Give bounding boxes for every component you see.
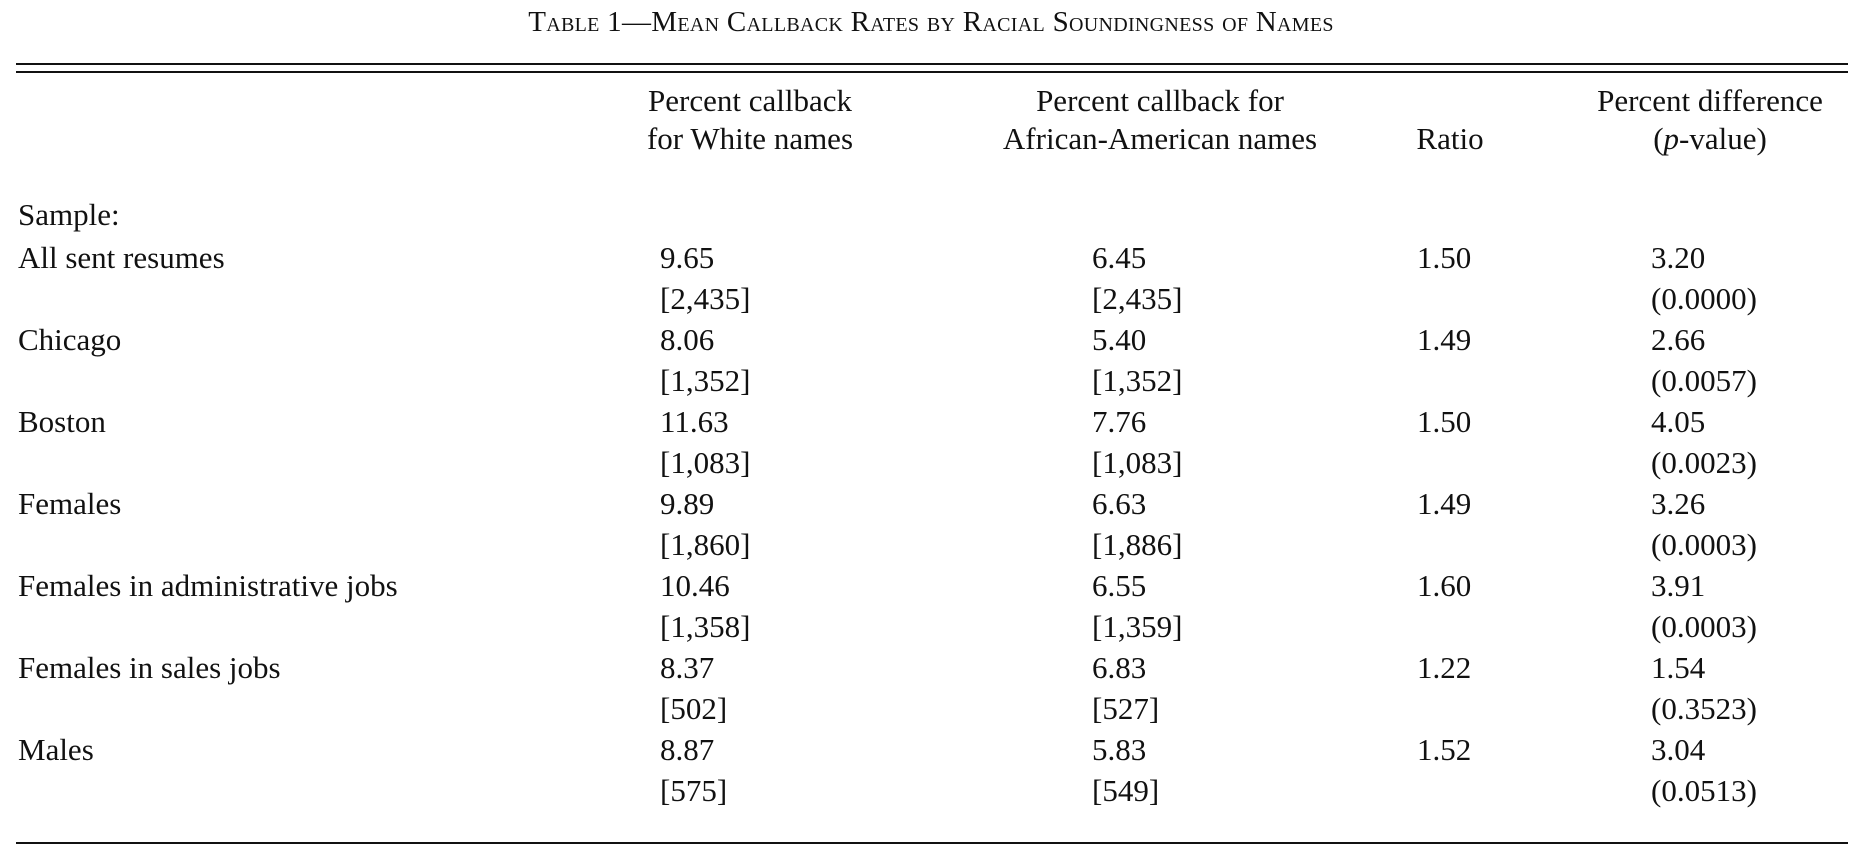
ratio-value: 1.49 — [1417, 322, 1472, 357]
header-white-names — [560, 82, 940, 158]
ratio-value: 1.50 — [1417, 240, 1472, 275]
white-callback-rate: 8.87 — [660, 732, 715, 767]
header-pdiff-close: -value) — [1679, 121, 1767, 156]
white-sample-size: [1,352] — [660, 363, 751, 398]
p-value: (0.0057) — [1651, 363, 1757, 398]
aa-sample-size: [1,359] — [1092, 609, 1183, 644]
percent-difference-value: 4.05 — [1651, 404, 1706, 439]
top-rule-second — [16, 71, 1848, 73]
aa-callback-rate: 6.55 — [1092, 568, 1147, 603]
ratio-value: 1.49 — [1417, 486, 1472, 521]
white-callback-rate: 8.06 — [660, 322, 715, 357]
header-ratio: Ratio — [1416, 121, 1484, 156]
row-label: Females in administrative jobs — [18, 568, 398, 603]
header-pdiff-p: p — [1663, 121, 1680, 156]
p-value: (0.0003) — [1651, 609, 1757, 644]
white-sample-size: [1,083] — [660, 445, 751, 480]
header-pdiff-line-2 — [1560, 120, 1860, 158]
header-white-line-1: Percent callback — [648, 83, 852, 118]
row-label: Females — [18, 486, 122, 521]
white-sample-size: [1,860] — [660, 527, 751, 562]
percent-difference-value: 3.20 — [1651, 240, 1706, 275]
ratio-value: 1.22 — [1417, 650, 1472, 685]
p-value: (0.3523) — [1651, 691, 1757, 726]
table-title: Table 1—Mean Callback Rates by Racial Soundingness of Names — [528, 6, 1334, 38]
aa-sample-size: [527] — [1092, 691, 1160, 726]
aa-callback-rate: 5.40 — [1092, 322, 1147, 357]
ratio-value: 1.60 — [1417, 568, 1472, 603]
white-callback-rate: 10.46 — [660, 568, 730, 603]
header-white-line-2: for White names — [646, 121, 854, 156]
white-callback-rate: 9.89 — [660, 486, 715, 521]
aa-callback-rate: 7.76 — [1092, 404, 1147, 439]
header-pdiff-open: ( — [1653, 121, 1664, 156]
ratio-value: 1.50 — [1417, 404, 1472, 439]
header-aa-line-1: Percent callback for — [1036, 83, 1284, 118]
white-callback-rate: 8.37 — [660, 650, 715, 685]
p-value: (0.0023) — [1651, 445, 1757, 480]
aa-callback-rate: 6.45 — [1092, 240, 1147, 275]
aa-sample-size: [2,435] — [1092, 281, 1183, 316]
aa-callback-rate: 6.83 — [1092, 650, 1147, 685]
header-pdiff-line-1: Percent difference — [1597, 83, 1823, 118]
percent-difference-value: 3.04 — [1651, 732, 1706, 767]
aa-callback-rate: 6.63 — [1092, 486, 1147, 521]
aa-sample-size: [1,352] — [1092, 363, 1183, 398]
header-percent-difference — [1560, 82, 1860, 158]
white-sample-size: [575] — [660, 773, 728, 808]
aa-sample-size: [549] — [1092, 773, 1160, 808]
top-rule — [16, 63, 1848, 65]
white-callback-rate: 11.63 — [660, 404, 729, 439]
header-aa-line-2: African-American names — [1002, 121, 1318, 156]
percent-difference-value: 3.26 — [1651, 486, 1706, 521]
aa-sample-size: [1,083] — [1092, 445, 1183, 480]
sample-label: Sample: — [18, 197, 120, 232]
header-african-american-names — [940, 82, 1380, 158]
ratio-value: 1.52 — [1417, 732, 1472, 767]
row-label: All sent resumes — [18, 240, 225, 275]
row-label: Boston — [18, 404, 106, 439]
white-callback-rate: 9.65 — [660, 240, 715, 275]
p-value: (0.0513) — [1651, 773, 1757, 808]
row-label: Males — [18, 732, 94, 767]
p-value: (0.0003) — [1651, 527, 1757, 562]
white-sample-size: [2,435] — [660, 281, 751, 316]
percent-difference-value: 1.54 — [1651, 650, 1706, 685]
percent-difference-value: 3.91 — [1651, 568, 1706, 603]
p-value: (0.0000) — [1651, 281, 1757, 316]
white-sample-size: [1,358] — [660, 609, 751, 644]
percent-difference-value: 2.66 — [1651, 322, 1706, 357]
white-sample-size: [502] — [660, 691, 728, 726]
aa-callback-rate: 5.83 — [1092, 732, 1147, 767]
row-label: Females in sales jobs — [18, 650, 281, 685]
aa-sample-size: [1,886] — [1092, 527, 1183, 562]
row-label: Chicago — [18, 322, 122, 357]
bottom-rule — [16, 842, 1848, 844]
